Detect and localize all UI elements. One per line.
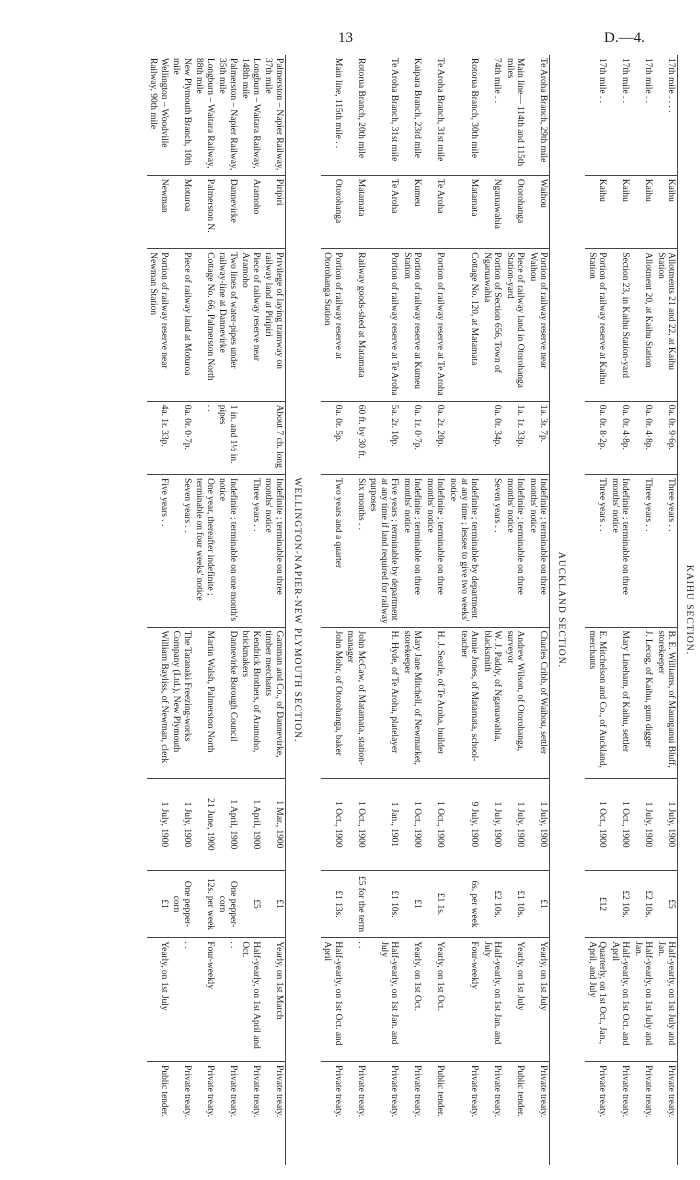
disposal-cell: Private treaty. <box>262 1062 286 1165</box>
payment-cell: Yearly, on 1st July <box>526 938 550 1062</box>
mileage-cell: Wellington – Woodville Railway, 90th mile <box>147 55 170 175</box>
station-cell: Otorohanga <box>503 175 526 248</box>
payment-cell: Half-yearly, on 1st April and Oct. <box>239 938 262 1062</box>
station-cell: Matamata <box>344 175 367 248</box>
term-cell: Indefinite ; terminable on three months' notice <box>503 475 526 628</box>
commencement-cell: 1 Mar., 1900 <box>262 778 286 870</box>
station-cell: Dannevirke <box>216 175 239 248</box>
station-cell: Newman <box>147 175 170 248</box>
rental-cell: £5 <box>239 870 262 938</box>
section-title: WELLINGTON-NAPIER-NEW PLYMOUTH SECTION. <box>291 477 303 743</box>
commencement-cell: 1 July, 1900 <box>526 778 550 870</box>
term-cell: One year, thereafter indefinite ; terminable on four weeks' notice <box>193 475 216 628</box>
area-cell: 0a. 0r. 8·2p. <box>585 401 608 474</box>
lessee-cell: H. Hyde, of Te Aroha, platelayer <box>367 627 401 778</box>
description-cell: Two lines of water-pipes under railway-line at Dannevirke <box>216 249 239 402</box>
term-cell: Indefinite ; terminable on three months' notice <box>526 475 550 628</box>
area-cell <box>447 401 481 474</box>
area-cell: About 7 ch. long <box>262 401 286 474</box>
area-cell: 0a. 0r. 4·8p. <box>608 401 631 474</box>
description-cell: Allotment 20, at Kaihu Station <box>631 249 654 402</box>
disposal-cell: Public tender. <box>515 1065 526 1117</box>
term-cell: Indefinite ; terminable on three months' notice <box>423 475 446 628</box>
payment-cell: Half-yearly, on 1st Jan. and July <box>480 938 503 1062</box>
term-cell: Indefinite ; terminable by department at any time ; lessee to give two weeks' notice <box>447 475 481 628</box>
commencement-cell: 1 Oct., 1900 <box>400 778 423 870</box>
term-cell: Six months . . <box>344 475 367 628</box>
section-heading-row <box>285 55 307 1165</box>
description-cell: Section 23, in Kaihu Station-yard <box>608 249 631 402</box>
table-row <box>147 55 170 1165</box>
description-cell: Allotments 21 and 22, at Kaihu Station <box>654 249 678 402</box>
description-cell: Portion of railway reserve at Te Aroha <box>423 249 446 402</box>
table-row <box>503 55 526 1165</box>
station-cell: Palmerston N. <box>193 175 216 248</box>
area-cell: 0a. 2r. 20p. <box>423 401 446 474</box>
disposal-cell: Private treaty. <box>204 1065 215 1118</box>
payment-cell: Yearly, on 1st Oct. <box>423 938 446 1062</box>
area-cell: 0a. 0r. 4·8p. <box>631 401 654 474</box>
lessee-cell: Charles Cribb, of Waihou, settler <box>526 627 550 778</box>
commencement-cell: 21 June, 1900 <box>193 778 216 870</box>
payment-cell: Four-weekly <box>447 938 481 1062</box>
mileage-cell: Longburn – Waitara Railway, 88th mile <box>193 55 216 175</box>
rental-cell: £2 10s. <box>631 870 654 938</box>
document-reference: D.—4. <box>604 30 645 46</box>
spacer-cell <box>572 55 585 1165</box>
station-cell: Ngaruawahia <box>480 175 503 248</box>
description-cell: Portion of railway reserve at Kumeu Station <box>400 249 423 402</box>
payment-cell: Half-yearly, on 1st July and Jan. <box>631 938 654 1062</box>
mileage-cell: Kaipara Branch, 23rd mile <box>400 55 423 175</box>
station-cell: Matamata <box>447 175 481 248</box>
table-row <box>193 55 216 1165</box>
description-cell: Portion of railway reserve at Otorohanga Station <box>321 249 344 402</box>
station-cell: Te Aroha <box>367 175 401 248</box>
table-row <box>216 55 239 1165</box>
mileage-cell: Palmerston – Napier Railway, 35th mile <box>216 55 239 175</box>
payment-cell: Yearly, on 1st July <box>503 938 526 1062</box>
commencement-cell: 1 July, 1900 <box>170 778 193 870</box>
station-cell: Kumeu <box>400 175 423 248</box>
disposal-cell: Private treaty. <box>492 1065 503 1118</box>
station-cell: Moturoa <box>170 175 193 248</box>
page-number: 13 <box>338 30 353 46</box>
commencement-cell: 1 April, 1900 <box>239 778 262 870</box>
rental-cell: £1 <box>147 870 170 938</box>
term-cell: Five years . . <box>147 475 170 628</box>
description-cell: Portion of railway reserve at Te Aroha <box>367 249 401 402</box>
commencement-cell: 1 Oct., 1900 <box>608 778 631 870</box>
description-cell: Piece of railway land at Moturoa <box>170 249 193 402</box>
lessee-cell: John Mohr, of Otorohanga, baker <box>321 627 344 778</box>
leases-table-rotated <box>50 55 700 1165</box>
mileage-cell: Te Aroha Branch, 29th mile <box>526 55 550 175</box>
description-cell: Portion of railway reserve near Waihou <box>526 249 550 402</box>
mileage-cell: Rotorua Branch, 20th mile <box>344 55 367 175</box>
mileage-cell: Rotorua Branch, 30th mile <box>447 55 481 175</box>
rental-cell: £5 for the term <box>344 870 367 938</box>
rental-cell: £1 10s. <box>503 870 526 938</box>
lessee-cell: W. J. Paddy, of Ngaruawahia, blacksmith <box>480 627 503 778</box>
lessee-cell: Martin Walsh, Palmerston North <box>193 627 216 778</box>
commencement-cell: 1 April, 1900 <box>216 778 239 870</box>
disposal-cell: Private treaty. <box>620 1065 631 1118</box>
disposal-cell: Private treaty. <box>181 1065 192 1118</box>
payment-cell: Half-yearly, on 1st Jan. and July <box>367 938 401 1062</box>
station-cell: Aramoho <box>239 175 262 248</box>
description-cell: Cottage No. 66, Palmerston North <box>193 249 216 402</box>
disposal-cell: Private treaty. <box>355 1065 366 1118</box>
table-row <box>526 55 550 1165</box>
term-cell: Seven years . . <box>480 475 503 628</box>
station-cell: Piripiri <box>262 175 286 248</box>
payment-cell: Half-yearly, on 1st July and Jan. <box>654 938 678 1062</box>
disposal-cell: Private treaty. <box>597 1065 608 1118</box>
disposal-cell: Private treaty. <box>412 1065 423 1118</box>
area-cell: 0a. 1r. 0·7p. <box>400 401 423 474</box>
station-cell: Kaihu <box>654 175 678 248</box>
table-row <box>367 55 401 1165</box>
commencement-cell: 1 July, 1900 <box>147 778 170 870</box>
area-cell: 0a. 0r. 34p. <box>480 401 503 474</box>
payment-cell: Half-yearly, on 1st Oct. and April <box>321 938 344 1062</box>
lessee-cell: The Taranaki Freezing-works Company (Ltd.), New Plymouth <box>170 627 193 778</box>
section-spacer <box>572 55 585 1165</box>
commencement-cell: 1 Oct., 1900 <box>344 778 367 870</box>
table-row <box>262 55 286 1165</box>
section-spacer <box>308 55 321 1165</box>
description-cell: Piece of railway reserve near Aramoho <box>239 249 262 402</box>
table-row <box>608 55 631 1165</box>
spacer-cell <box>308 55 321 1165</box>
table-row <box>344 55 367 1165</box>
rental-cell: £1 <box>526 870 550 938</box>
commencement-cell: 1 July, 1900 <box>631 778 654 870</box>
station-cell: Kaihu <box>585 175 608 248</box>
area-cell: 5a. 2r. 10p. <box>367 401 401 474</box>
rental-cell: £1 13s. <box>321 870 344 938</box>
mileage-cell: Te Aroha Branch, 31st mile <box>423 55 446 175</box>
rental-cell: 12s. per week <box>193 870 216 938</box>
payment-cell: Yearly, on 1st March <box>262 938 286 1062</box>
rental-cell: £5 <box>654 870 678 938</box>
term-cell: Indefinite ; terminable on three months' notice <box>262 475 286 628</box>
rental-cell: 6s. per week <box>447 870 481 938</box>
leases-table <box>147 55 700 1165</box>
area-cell: 1a. 1r. 33p. <box>503 401 526 474</box>
disposal-cell: Private treaty. <box>332 1065 343 1118</box>
rental-cell: One pepper-corn <box>216 870 239 938</box>
table-row <box>321 55 344 1165</box>
term-cell: Seven years . . <box>170 475 193 628</box>
section-heading-row <box>678 55 700 1165</box>
rental-cell: £1 <box>262 870 286 938</box>
commencement-cell: 1 Oct., 1900 <box>321 778 344 870</box>
lessee-cell: Annie Jones, of Matamata, school-teacher <box>447 627 481 778</box>
disposal-cell: Private treaty. <box>654 1062 678 1165</box>
section-heading-row <box>550 55 572 1165</box>
disposal-cell: Private treaty. <box>526 1062 550 1165</box>
payment-cell: Yearly, on 1st Oct. <box>400 938 423 1062</box>
area-cell: 1 in. and 1½ in. pipes <box>216 401 239 474</box>
payment-cell: . . <box>344 938 367 1062</box>
area-cell: 4a. 1r. 33p. <box>147 401 170 474</box>
rental-cell: £12 <box>585 870 608 938</box>
payment-cell: Yearly, on 1st July <box>147 938 170 1062</box>
lessee-cell: William Bayliss, of Newman, clerk <box>147 627 170 778</box>
table-row <box>170 55 193 1165</box>
rental-cell: £2 10s. <box>608 870 631 938</box>
table-row <box>585 55 608 1165</box>
lessee-cell: Dannevirke Borough Council <box>216 627 239 778</box>
mileage-cell: New Plymouth Branch, 10th mile <box>170 55 193 175</box>
lessee-cell: John McCaw, of Matamata, station-manager <box>344 627 367 778</box>
commencement-cell: 9 July, 1900 <box>447 778 481 870</box>
station-cell: Kaihu <box>608 175 631 248</box>
commencement-cell: 1 July, 1900 <box>480 778 503 870</box>
disposal-cell: Private treaty. <box>389 1065 400 1118</box>
lessee-cell: H. J. Searle, of Te Aroha, builder <box>423 627 446 778</box>
table-row <box>423 55 446 1165</box>
section-title: KAIHU SECTION. <box>684 564 695 656</box>
lessee-cell: J. Lecog, of Kaihu, gum digger <box>631 627 654 778</box>
area-cell: . . <box>193 401 216 474</box>
commencement-cell: 1 July, 1900 <box>654 778 678 870</box>
payment-cell: Quarterly, on 1st Oct., Jan., April, and July <box>585 938 608 1062</box>
table-row <box>447 55 481 1165</box>
description-cell: Privilege of laying tramway on railway land at Piripiri <box>262 249 286 402</box>
table-row <box>480 55 503 1165</box>
table-row <box>631 55 654 1165</box>
description-cell: Piece of railway land in Otorohanga Station-yard <box>503 249 526 402</box>
description-cell: Railway goods-shed at Matamata <box>344 249 367 402</box>
station-cell: Waihou <box>526 175 550 248</box>
term-cell: Three years . . <box>239 475 262 628</box>
disposal-cell: Public tender. <box>158 1065 169 1117</box>
area-cell: 0a. 0r. 0·7p. <box>170 401 193 474</box>
lessee-cell: Gamman and Co., of Dannevirke, timber merchants <box>262 627 286 778</box>
lessee-cell: Mary Jane Mitchell, of Newmarket, storekeeper <box>400 627 423 778</box>
lessee-cell: Mary Lineham, of Kaihu, settler <box>608 627 631 778</box>
payment-cell: . . <box>170 938 193 1062</box>
mileage-cell: Main line— 114th and 115th miles <box>503 55 526 175</box>
lessee-cell: E. Mitchelson and Co., of Auckland, merchants <box>585 627 608 778</box>
table-row <box>400 55 423 1165</box>
disposal-cell: Private treaty. <box>469 1065 480 1118</box>
section-title: AUCKLAND SECTION. <box>556 551 568 669</box>
term-cell: Two years and a quarter <box>321 475 344 628</box>
mileage-cell: Main line, 115th mile . . <box>321 55 344 175</box>
term-cell: Three years . . <box>585 475 608 628</box>
payment-cell: . . <box>216 938 239 1062</box>
description-cell: Cottage No. 120, at Matamata <box>447 249 481 402</box>
mileage-cell: 17th mile . . . . <box>654 55 678 175</box>
area-cell <box>239 401 262 474</box>
mileage-cell: Palmerston – Napier Railway, 37th mile <box>262 55 286 175</box>
area-cell: 1a. 3r. 7p. <box>526 401 550 474</box>
station-cell: Otorohanga <box>321 175 344 248</box>
rental-cell: £1 10s. <box>367 870 401 938</box>
description-cell: Portion of railway reserve at Kaihu Station <box>585 249 608 402</box>
term-cell: Three years . . <box>654 475 678 628</box>
mileage-cell: 74th mile . . <box>480 55 503 175</box>
commencement-cell: 1 Oct., 1900 <box>423 778 446 870</box>
rental-cell: £1 <box>400 870 423 938</box>
payment-cell: Half-yearly, on 1st Oct. and April <box>608 938 631 1062</box>
rental-cell: One pepper-corn <box>170 870 193 938</box>
area-cell: 0a. 0r. 5p. <box>321 401 344 474</box>
table-row <box>654 55 678 1165</box>
station-cell: Te Aroha <box>423 175 446 248</box>
commencement-cell: 1 Jan., 1901 <box>367 778 401 870</box>
lessee-cell: Kendrick Brothers, of Aramoho, brickmakers <box>239 627 262 778</box>
area-cell: 60 ft. by 30 ft. <box>344 401 367 474</box>
mileage-cell: 17th mile . . <box>608 55 631 175</box>
term-cell: Three years . . <box>631 475 654 628</box>
disposal-cell: Public tender. <box>435 1065 446 1117</box>
disposal-cell: Private treaty. <box>250 1065 261 1118</box>
payment-cell: Four-weekly <box>193 938 216 1062</box>
mileage-cell: 17th mile . . <box>585 55 608 175</box>
mileage-cell: Te Aroha Branch, 31st mile <box>367 55 401 175</box>
term-cell: Indefinite ; terminable on three months' notice <box>608 475 631 628</box>
area-cell: 0a. 0r. 9·6p. <box>654 401 678 474</box>
lessee-cell: Andrew Wilson, of Otorohanga, surveyor <box>503 627 526 778</box>
mileage-cell: Longburn – Waitara Railway, 148th mile <box>239 55 262 175</box>
station-cell: Kaihu <box>631 175 654 248</box>
rental-cell: £2 10s. <box>480 870 503 938</box>
lessee-cell: B. E. Williams, of Maunganui Bluff, storekeeper <box>654 627 678 778</box>
disposal-cell: Private treaty. <box>227 1065 238 1118</box>
description-cell: Portion of Section 656, Town of Ngaruawahia <box>480 249 503 402</box>
term-cell: Indefinite ; terminable on three months' notice <box>400 475 423 628</box>
term-cell: Five years ; terminable by department at any time if land required for railway purposes <box>367 475 401 628</box>
commencement-cell: 1 Oct., 1900 <box>585 778 608 870</box>
disposal-cell: Private treaty. <box>643 1065 654 1118</box>
mileage-cell: 17th mile . . <box>631 55 654 175</box>
term-cell: Indefinite ; terminable on one month's notice <box>216 475 239 628</box>
rental-cell: £1 1s. <box>423 870 446 938</box>
table-row <box>239 55 262 1165</box>
description-cell: Portion of railway reserve near Newman Station <box>147 249 170 402</box>
commencement-cell: 1 July, 1900 <box>503 778 526 870</box>
